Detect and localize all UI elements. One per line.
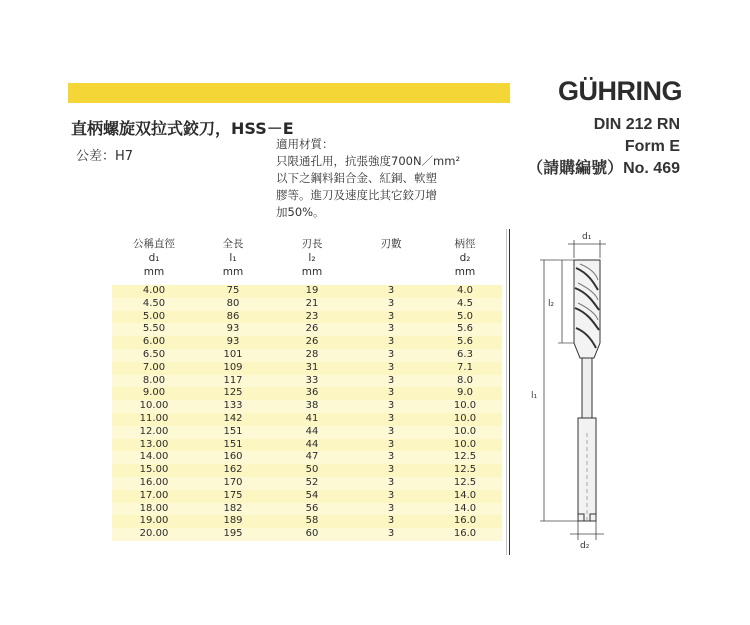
unit-l1: mm <box>222 266 244 278</box>
cell-flute-count: 3 <box>387 285 395 296</box>
table-row <box>112 311 502 324</box>
cell-shank-diameter: 10.0 <box>453 425 477 437</box>
table-row <box>112 323 502 336</box>
dimension-table <box>112 236 502 541</box>
label-d1: d₁ <box>582 232 592 242</box>
material-line: 只限通孔用，抗張強度700N／mm² <box>276 154 461 168</box>
cell-nominal-diameter: 19.00 <box>139 515 169 527</box>
cell-flute-count: 3 <box>387 451 395 463</box>
table-row <box>112 349 502 362</box>
cell-flute-count: 3 <box>387 438 395 450</box>
cell-shank-diameter: 4.5 <box>457 297 473 309</box>
cell-flute-count: 3 <box>387 464 395 476</box>
cell-nominal-diameter: 16.00 <box>139 476 169 488</box>
cell-nominal-diameter: 8.00 <box>142 374 166 386</box>
standard-din: DIN 212 RN <box>593 116 680 133</box>
table-row <box>112 490 502 503</box>
table-row <box>112 477 502 490</box>
table-row <box>112 387 502 400</box>
cell-flute-length: 26 <box>305 323 319 335</box>
cell-nominal-diameter: 7.00 <box>142 361 166 373</box>
table-body <box>112 285 502 541</box>
cell-flute-length: 33 <box>305 374 319 386</box>
cell-shank-diameter: 16.0 <box>453 515 477 527</box>
cell-flute-count: 3 <box>387 297 395 309</box>
cell-shank-diameter: 10.0 <box>453 400 477 412</box>
cell-shank-diameter: 10.0 <box>453 438 477 450</box>
cell-nominal-diameter: 20.00 <box>139 528 169 540</box>
table-row <box>112 426 502 439</box>
table-row <box>112 285 502 298</box>
table-row <box>112 362 502 375</box>
material-description <box>276 136 508 221</box>
unit-d2: mm <box>454 266 476 278</box>
cell-total-length: 189 <box>223 515 243 527</box>
cell-total-length: 151 <box>223 438 243 450</box>
cell-flute-count: 3 <box>387 374 395 386</box>
symbol-l1: l₁ <box>229 252 237 264</box>
unit-l2: mm <box>301 266 323 278</box>
cell-nominal-diameter: 5.50 <box>142 323 166 335</box>
header-total-length: 全長 <box>222 238 244 250</box>
cell-shank-diameter: 16.0 <box>453 528 477 540</box>
cell-nominal-diameter: 6.50 <box>142 348 166 360</box>
cell-flute-count: 3 <box>387 387 395 399</box>
cell-flute-length: 38 <box>305 400 319 412</box>
cell-shank-diameter: 12.5 <box>453 476 477 488</box>
cell-nominal-diameter: 10.00 <box>139 400 169 412</box>
cell-shank-diameter: 12.5 <box>453 464 477 476</box>
cell-total-length: 93 <box>226 336 240 348</box>
cell-flute-length: 19 <box>305 285 319 296</box>
table-unit-row <box>112 266 502 279</box>
cell-total-length: 151 <box>223 425 243 437</box>
cell-nominal-diameter: 15.00 <box>139 464 169 476</box>
cell-flute-length: 23 <box>305 310 319 322</box>
cell-flute-length: 52 <box>305 476 319 488</box>
yellow-header-band <box>68 83 510 103</box>
label-l1: l₁ <box>531 391 538 401</box>
table-row <box>112 336 502 349</box>
cell-shank-diameter: 5.6 <box>457 323 473 335</box>
cell-nominal-diameter: 18.00 <box>139 502 169 514</box>
cell-flute-count: 3 <box>387 489 395 501</box>
table-row <box>112 439 502 452</box>
cell-flute-length: 60 <box>305 528 319 540</box>
cell-total-length: 125 <box>223 387 243 399</box>
cell-flute-length: 28 <box>305 348 319 360</box>
cell-flute-count: 3 <box>387 323 395 335</box>
cell-flute-length: 36 <box>305 387 319 399</box>
table-row <box>112 400 502 413</box>
cell-shank-diameter: 14.0 <box>453 489 477 501</box>
cell-flute-count: 3 <box>387 515 395 527</box>
cell-nominal-diameter: 13.00 <box>139 438 169 450</box>
cell-shank-diameter: 6.3 <box>457 348 473 360</box>
cell-flute-count: 3 <box>387 400 395 412</box>
cell-flute-length: 31 <box>305 361 319 373</box>
cell-flute-count: 3 <box>387 502 395 514</box>
table-row <box>112 451 502 464</box>
label-d2: d₂ <box>580 541 590 551</box>
reamer-drawing <box>518 228 658 553</box>
cell-shank-diameter: 9.0 <box>457 387 473 399</box>
table-row <box>112 503 502 516</box>
cell-flute-count: 3 <box>387 476 395 488</box>
table-row <box>112 413 502 426</box>
unit-d1: mm <box>143 266 165 278</box>
material-line: 適用材質： <box>276 137 334 151</box>
cell-total-length: 80 <box>226 297 240 309</box>
material-line: 加50%。 <box>276 205 325 219</box>
cell-flute-length: 26 <box>305 336 319 348</box>
cell-total-length: 75 <box>226 285 240 296</box>
cell-flute-length: 44 <box>305 438 319 450</box>
cell-nominal-diameter: 9.00 <box>142 387 166 399</box>
cell-flute-length: 47 <box>305 451 319 463</box>
cell-flute-count: 3 <box>387 361 395 373</box>
table-row <box>112 298 502 311</box>
cell-shank-diameter: 4.0 <box>457 285 473 296</box>
cell-total-length: 109 <box>223 361 243 373</box>
cell-total-length: 117 <box>223 374 243 386</box>
symbol-empty <box>354 252 428 266</box>
cell-nominal-diameter: 14.00 <box>139 451 169 463</box>
cell-nominal-diameter: 12.00 <box>139 425 169 437</box>
cell-total-length: 195 <box>223 528 243 540</box>
tolerance-label: 公差：H7 <box>76 149 134 164</box>
cell-flute-count: 3 <box>387 336 395 348</box>
cell-flute-length: 58 <box>305 515 319 527</box>
cell-total-length: 133 <box>223 400 243 412</box>
cell-flute-count: 3 <box>387 310 395 322</box>
material-line: 以下之鋼料鋁合金、紅銅、軟塑 <box>276 171 437 185</box>
cell-flute-length: 21 <box>305 297 319 309</box>
cell-shank-diameter: 8.0 <box>457 374 473 386</box>
cell-nominal-diameter: 17.00 <box>139 489 169 501</box>
cell-shank-diameter: 5.6 <box>457 336 473 348</box>
cell-flute-length: 41 <box>305 412 319 424</box>
cell-flute-count: 3 <box>387 528 395 540</box>
cell-shank-diameter: 7.1 <box>457 361 473 373</box>
cell-nominal-diameter: 4.50 <box>142 297 166 309</box>
table-row <box>112 515 502 528</box>
divider-shadow <box>506 229 507 555</box>
cell-total-length: 86 <box>226 310 240 322</box>
cell-shank-diameter: 5.0 <box>457 310 473 322</box>
table-symbol-row <box>112 252 502 266</box>
standard-form: Form E <box>624 138 680 155</box>
table-row <box>112 464 502 477</box>
table-row <box>112 528 502 541</box>
cell-flute-count: 3 <box>387 412 395 424</box>
cell-nominal-diameter: 11.00 <box>139 412 169 424</box>
cell-nominal-diameter: 5.00 <box>142 310 166 322</box>
brand-logo: GÜHRING <box>558 76 682 106</box>
cell-flute-count: 3 <box>387 425 395 437</box>
cell-total-length: 101 <box>223 348 243 360</box>
reamer-neck <box>582 358 592 418</box>
cell-nominal-diameter: 4.00 <box>142 285 166 296</box>
cell-flute-length: 44 <box>305 425 319 437</box>
header-nominal-diameter: 公稱直徑 <box>133 238 175 250</box>
cell-flute-count: 3 <box>387 348 395 360</box>
vertical-divider <box>509 229 510 555</box>
cell-total-length: 170 <box>223 476 243 488</box>
table-row <box>112 375 502 388</box>
cell-shank-diameter: 14.0 <box>453 502 477 514</box>
cell-total-length: 182 <box>223 502 243 514</box>
cell-total-length: 162 <box>223 464 243 476</box>
standard-info <box>520 114 680 180</box>
product-title: 直柄螺旋双拉式鉸刀，HSS－E <box>71 119 294 138</box>
cell-nominal-diameter: 6.00 <box>142 336 166 348</box>
symbol-d1: d₁ <box>148 252 160 264</box>
cell-total-length: 93 <box>226 323 240 335</box>
material-line: 膠等。進刀及速度比其它鉸刀增 <box>276 188 437 202</box>
order-number: （請購編號）No. 469 <box>527 160 680 177</box>
symbol-l2: l₂ <box>308 252 316 264</box>
header-shank-diameter: 柄徑 <box>454 238 476 250</box>
header-flute-count: 刃數 <box>380 238 402 250</box>
label-l2: l₂ <box>548 299 555 309</box>
cell-total-length: 142 <box>223 412 243 424</box>
cell-flute-length: 56 <box>305 502 319 514</box>
header-flute-length: 刃長 <box>301 238 323 250</box>
unit-empty <box>354 266 428 279</box>
cell-total-length: 175 <box>223 489 243 501</box>
cell-total-length: 160 <box>223 451 243 463</box>
cell-flute-length: 50 <box>305 464 319 476</box>
cell-flute-length: 54 <box>305 489 319 501</box>
cell-shank-diameter: 10.0 <box>453 412 477 424</box>
cell-shank-diameter: 12.5 <box>453 451 477 463</box>
table-header-row <box>112 236 502 252</box>
symbol-d2: d₂ <box>459 252 471 264</box>
